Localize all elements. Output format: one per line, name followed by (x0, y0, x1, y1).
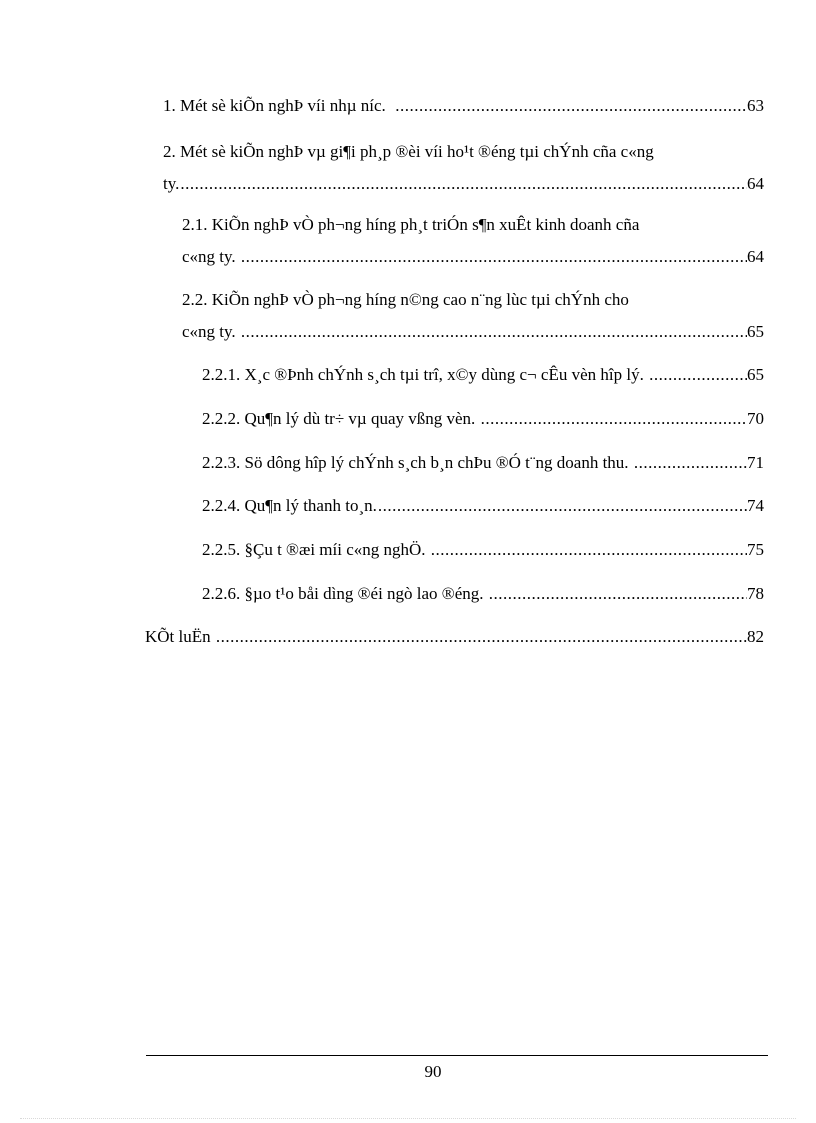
toc-entry-title: 2.2.2. Qu¶n lý dù tr÷ vµ quay vßng vèn. (202, 409, 480, 428)
toc-entry-title: 2.2.5. §Çu t ®æi míi c«ng nghÖ. (202, 540, 430, 559)
toc-entry-title-cont: c«ng ty. (182, 247, 240, 266)
toc-entry[interactable] (202, 540, 764, 560)
toc-line (202, 365, 764, 385)
toc-line (145, 627, 764, 647)
toc-line (202, 409, 764, 429)
toc-line (182, 322, 764, 342)
toc-entry-page: 78 (747, 584, 764, 603)
page-bottom-border (20, 1118, 796, 1119)
toc-entry-page: 82 (747, 627, 764, 646)
toc-entry-title: 2.2.4. Qu¶n lý thanh to¸n. (202, 496, 377, 515)
toc-entry-title: 2.2.3. Sö dông hîp lý chÝnh s¸ch b¸n chÞu ®Ó t¨ng doanh thu. (202, 453, 633, 472)
toc-entry-page: 63 (747, 96, 764, 115)
dot-leader (394, 96, 747, 116)
toc-entry-page: 70 (747, 409, 764, 428)
toc-entry[interactable] (202, 496, 764, 516)
toc-entry[interactable] (202, 584, 764, 604)
toc-entry-page: 74 (747, 496, 764, 515)
toc-entry-title: 2.2.1. X¸c ®Þnh chÝnh s¸ch tµi trî, x©y dùng c¬ cÊu vèn hîp lý. (202, 365, 649, 384)
dot-leader (430, 540, 747, 560)
toc-entry-page: 64 (747, 174, 764, 193)
toc-entry-title: 1. Mét sè kiÕn nghÞ víi nhµ níc. (163, 96, 395, 115)
toc-entry[interactable] (145, 627, 764, 647)
toc-entry[interactable] (202, 453, 764, 473)
toc-entry-title: KÕt luËn (145, 627, 215, 646)
dot-leader (240, 247, 747, 267)
toc-entry-page: 65 (747, 365, 764, 384)
page-number: 90 (424, 1062, 442, 1081)
toc-line (202, 453, 764, 473)
toc-entry[interactable] (163, 96, 764, 116)
toc-line (202, 540, 764, 560)
dot-leader (215, 627, 747, 647)
dot-leader (633, 453, 747, 473)
toc-entry[interactable] (202, 365, 764, 385)
dot-leader (488, 584, 747, 604)
toc-entry-page: 75 (747, 540, 764, 559)
toc-entry-title-cont: c«ng ty. (182, 322, 240, 341)
toc-entry-page: 65 (747, 322, 764, 341)
dot-leader (377, 496, 747, 516)
dot-leader (179, 174, 747, 194)
footer-divider (146, 1055, 768, 1056)
dot-leader (480, 409, 747, 429)
toc-entry[interactable] (182, 215, 764, 267)
toc-entry[interactable] (182, 290, 764, 342)
dot-leader (648, 365, 747, 385)
toc-line (182, 247, 764, 267)
toc-entry-title: 2.1. KiÕn nghÞ vÒ ph¬ng híng ph¸t triÓn s¶n xuÊt kinh doanh cña (182, 215, 640, 234)
dot-leader (240, 322, 747, 342)
toc-entry[interactable] (202, 409, 764, 429)
toc-line (163, 174, 764, 194)
toc-line (163, 96, 764, 116)
toc-line (202, 496, 764, 516)
toc-line (202, 584, 764, 604)
toc-entry-page: 64 (747, 247, 764, 266)
toc-entry-title: 2. Mét sè kiÕn nghÞ vµ gi¶i ph¸p ®èi víi ho¹t ®éng tµi chÝnh cña c«ng (163, 142, 654, 161)
toc-entry-title: 2.2. KiÕn nghÞ vÒ ph¬ng híng n©ng cao n¨ng lùc tµi chÝnh cho (182, 290, 629, 309)
toc-entry-title-cont: ty. (163, 174, 180, 193)
toc-entry-page: 71 (747, 453, 764, 472)
toc-entry[interactable] (163, 142, 764, 194)
toc-entry-title: 2.2.6. §µo t¹o båi dìng ®éi ngò lao ®éng. (202, 584, 488, 603)
